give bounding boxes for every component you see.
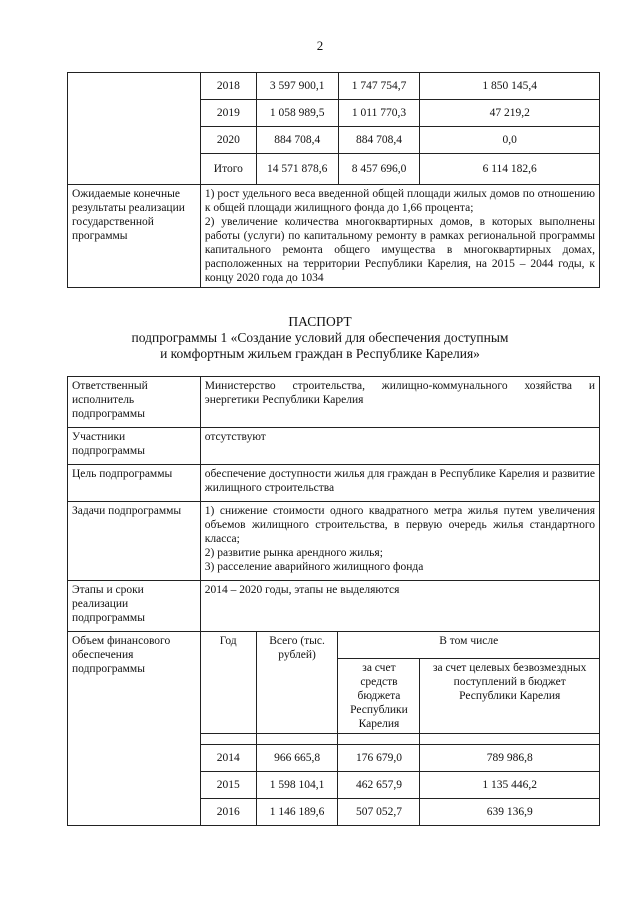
participants-value: отсутствуют bbox=[200, 428, 599, 465]
task-item: 1) снижение стоимости одного квадратного метра жилья путем увеличения объемов жилищного строительства, в первую очередь жилья стандартного класса; bbox=[204, 505, 595, 545]
other-cell: 47 219,2 bbox=[420, 100, 600, 127]
passport-heading: ПАСПОРТ bbox=[288, 314, 352, 329]
passport-title bbox=[0, 314, 640, 362]
year-cell: 2020 bbox=[200, 127, 256, 154]
col-year-header: Год bbox=[200, 632, 256, 734]
executor-value: Министерство строительства, жилищно-коммунального хозяйства и энергетики Республики Карелия bbox=[200, 377, 599, 428]
stages-label: Этапы и сроки реализации подпрограммы bbox=[68, 581, 201, 632]
tasks-row bbox=[68, 502, 600, 581]
other-cell: 0,0 bbox=[420, 127, 600, 154]
expected-results-label: Ожидаемые конечные результаты реализации государственной программы bbox=[68, 185, 201, 288]
budget-cell: 462 657,9 bbox=[338, 772, 420, 799]
total-cell: 1 058 989,5 bbox=[256, 100, 338, 127]
year-cell: 2014 bbox=[200, 745, 256, 772]
executor-label: Ответственный исполнитель подпрограммы bbox=[68, 377, 201, 428]
other-cell: 789 986,8 bbox=[420, 745, 600, 772]
goal-row bbox=[68, 465, 600, 502]
expected-result-item: 2) увеличение количества многоквартирных домов, в которых выполнены работы (услуги) по капитальному ремонту в рамках региональной программы капитального ремонта общего имущества в многоквартирных домах, расположенных на территории Республики Карелия, на 2015 – 2044 годы, к концу 2020 года до 1034 bbox=[204, 216, 595, 284]
expected-results-value bbox=[200, 185, 599, 288]
col-other-header: за счет целевых безвозмездных поступлений в бюджет Республики Карелия bbox=[420, 659, 600, 734]
budget-cell: 507 052,7 bbox=[338, 799, 420, 826]
expected-result-item: 1) рост удельного веса введенной общей площади жилых домов по отношению к общей площади жилищного фонда до 1,66 процента; bbox=[204, 188, 595, 214]
finance-header-row bbox=[68, 632, 600, 659]
year-cell: 2015 bbox=[200, 772, 256, 799]
expected-results-row bbox=[68, 185, 600, 288]
budget-cell: 1 747 754,7 bbox=[338, 73, 420, 100]
program-table-continued bbox=[67, 72, 600, 288]
task-item: 3) расселение аварийного жилищного фонда bbox=[204, 561, 424, 573]
budget-cell: 884 708,4 bbox=[338, 127, 420, 154]
budget-cell: 176 679,0 bbox=[338, 745, 420, 772]
total-cell: 966 665,8 bbox=[256, 745, 338, 772]
subprogram-passport-table bbox=[67, 376, 600, 826]
stages-row bbox=[68, 581, 600, 632]
passport-subtitle-line: подпрограммы 1 «Создание условий для обеспечения доступным bbox=[131, 330, 509, 345]
other-cell: 6 114 182,6 bbox=[420, 154, 600, 185]
col-incl-header: В том числе bbox=[338, 632, 600, 659]
tasks-label: Задачи подпрограммы bbox=[68, 502, 201, 581]
col-total-header: Всего (тыс. рублей) bbox=[256, 632, 338, 734]
year-cell: 2016 bbox=[200, 799, 256, 826]
year-cell: Итого bbox=[200, 154, 256, 185]
executor-row bbox=[68, 377, 600, 428]
year-cell: 2018 bbox=[200, 73, 256, 100]
other-cell: 639 136,9 bbox=[420, 799, 600, 826]
page-number: 2 bbox=[316, 38, 324, 53]
finance-label: Объем финансового обеспечения подпрограммы bbox=[68, 632, 201, 826]
goal-value: обеспечение доступности жилья для граждан в Республике Карелия и развитие жилищного строительства bbox=[200, 465, 599, 502]
passport-subtitle-line: и комфортным жильем граждан в Республике Карелия» bbox=[160, 346, 480, 361]
budget-cell: 8 457 696,0 bbox=[338, 154, 420, 185]
stages-value: 2014 – 2020 годы, этапы не выделяются bbox=[200, 581, 599, 632]
tasks-value bbox=[200, 502, 599, 581]
col-budget-header: за счет средств бюджета Республики Карелия bbox=[338, 659, 420, 734]
other-cell: 1 850 145,4 bbox=[420, 73, 600, 100]
participants-row bbox=[68, 428, 600, 465]
goal-label: Цель подпрограммы bbox=[68, 465, 201, 502]
participants-label: Участники подпрограммы bbox=[68, 428, 201, 465]
finance-row bbox=[68, 73, 600, 100]
year-cell: 2019 bbox=[200, 100, 256, 127]
total-cell: 3 597 900,1 bbox=[256, 73, 338, 100]
total-cell: 884 708,4 bbox=[256, 127, 338, 154]
other-cell: 1 135 446,2 bbox=[420, 772, 600, 799]
total-cell: 14 571 878,6 bbox=[256, 154, 338, 185]
total-cell: 1 598 104,1 bbox=[256, 772, 338, 799]
total-cell: 1 146 189,6 bbox=[256, 799, 338, 826]
task-item: 2) развитие рынка арендного жилья; bbox=[204, 547, 383, 559]
budget-cell: 1 011 770,3 bbox=[338, 100, 420, 127]
